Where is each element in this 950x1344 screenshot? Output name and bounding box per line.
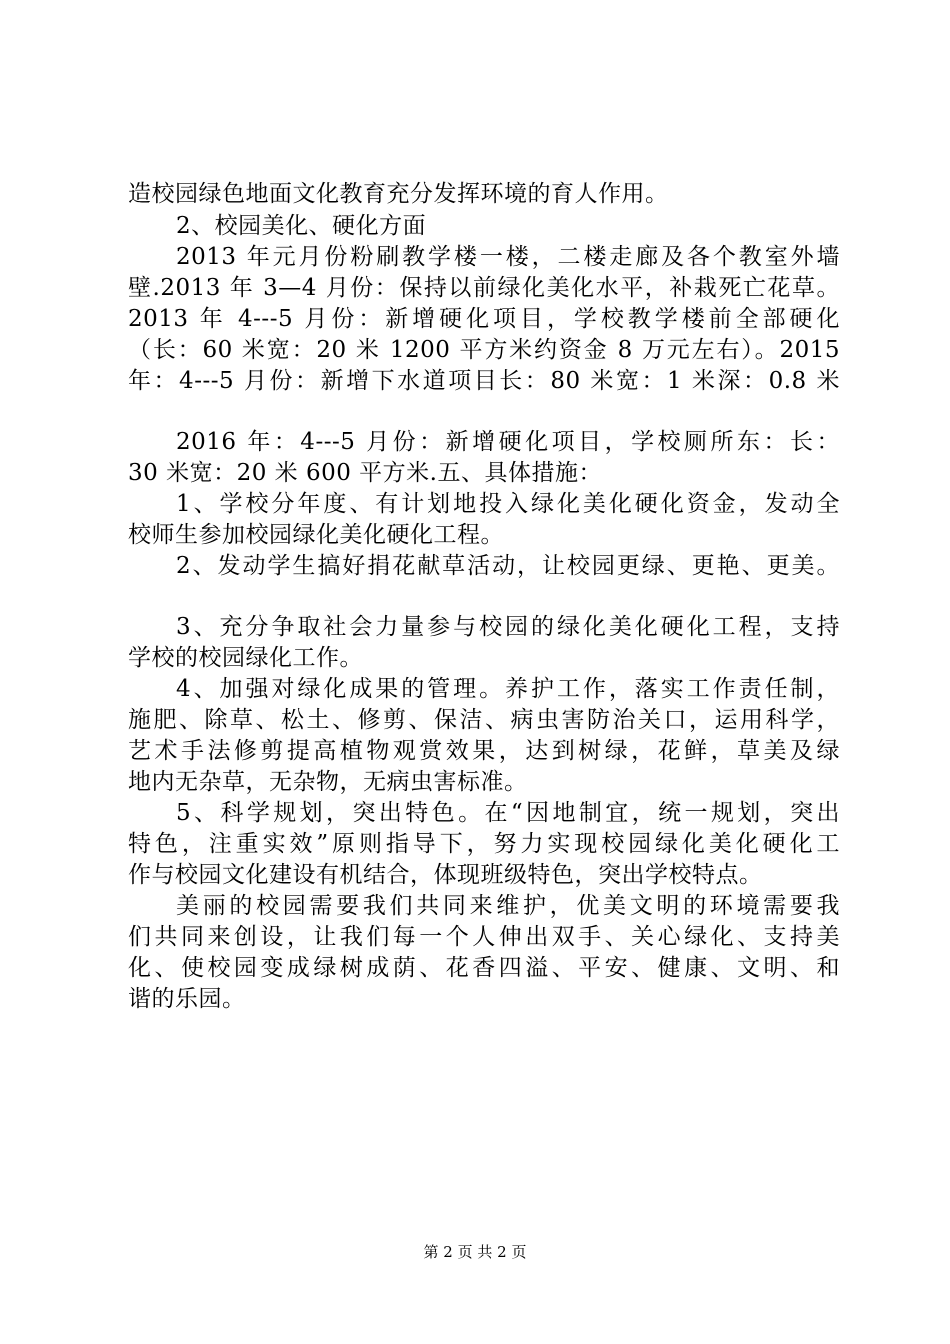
text-line: 2013 年 4---5 月份：新增硬化项目，学校教学楼前全部硬化 [128, 306, 840, 332]
text-line: 施肥、除草、松土、修剪、保洁、病虫害防治关口，运用科学， [128, 707, 840, 733]
text-line: 艺术手法修剪提高植物观赏效果，达到树绿，花鲜，草美及绿 [128, 738, 840, 764]
text-line: 们共同来创设，让我们每一个人伸出双手、关心绿化、支持美 [128, 924, 840, 950]
page-footer: 第 2 页 共 2 页 [423, 1243, 527, 1261]
text-line: 3、充分争取社会力量参与校园的绿化美化硬化工程，支持 [176, 614, 840, 640]
text-line: （长：60 米宽：20 米 1200 平方米约资金 8 万元左右）。2015 [128, 337, 840, 363]
text-line: 化、使校园变成绿树成荫、花香四溢、平安、健康、文明、和 [128, 955, 840, 981]
text-line: 5、科学规划，突出特色。在“因地制宜，统一规划，突出 [176, 800, 840, 826]
text-line: 壁.2013 年 3—4 月份：保持以前绿化美化水平，补栽死亡花草。 [128, 275, 840, 301]
text-line: 作与校园文化建设有机结合，体现班级特色，突出学校特点。 [128, 862, 763, 888]
text-line: 2、发动学生搞好捐花献草活动，让校园更绿、更艳、更美。 [176, 553, 840, 579]
text-line: 30 米宽：20 米 600 平方米.五、具体措施： [128, 460, 602, 486]
text-line: 年：4---5 月份：新增下水道项目长：80 米宽：1 米深：0.8 米 [128, 368, 840, 394]
text-line: 2013 年元月份粉刷教学楼一楼，二楼走廊及各个教室外墙 [176, 244, 840, 270]
text-line: 造校园绿色地面文化教育充分发挥环境的育人作用。 [128, 181, 669, 207]
text-line: 校师生参加校园绿化美化硬化工程。 [128, 522, 504, 548]
section-heading: 2、校园美化、硬化方面 [176, 213, 427, 239]
text-line: 4、加强对绿化成果的管理。养护工作，落实工作责任制， [176, 676, 840, 702]
text-line: 学校的校园绿化工作。 [128, 645, 363, 671]
text-line: 地内无杂草，无杂物，无病虫害标准。 [128, 769, 528, 795]
text-line: 2016 年：4---5 月份：新增硬化项目，学校厕所东：长： [176, 429, 840, 455]
text-line: 1、学校分年度、有计划地投入绿化美化硬化资金，发动全 [176, 491, 840, 517]
text-line: 美丽的校园需要我们共同来维护，优美文明的环境需要我 [176, 893, 840, 919]
text-line: 特色，注重实效”原则指导下，努力实现校园绿化美化硬化工 [128, 831, 840, 857]
text-line: 谐的乐园。 [128, 986, 246, 1012]
